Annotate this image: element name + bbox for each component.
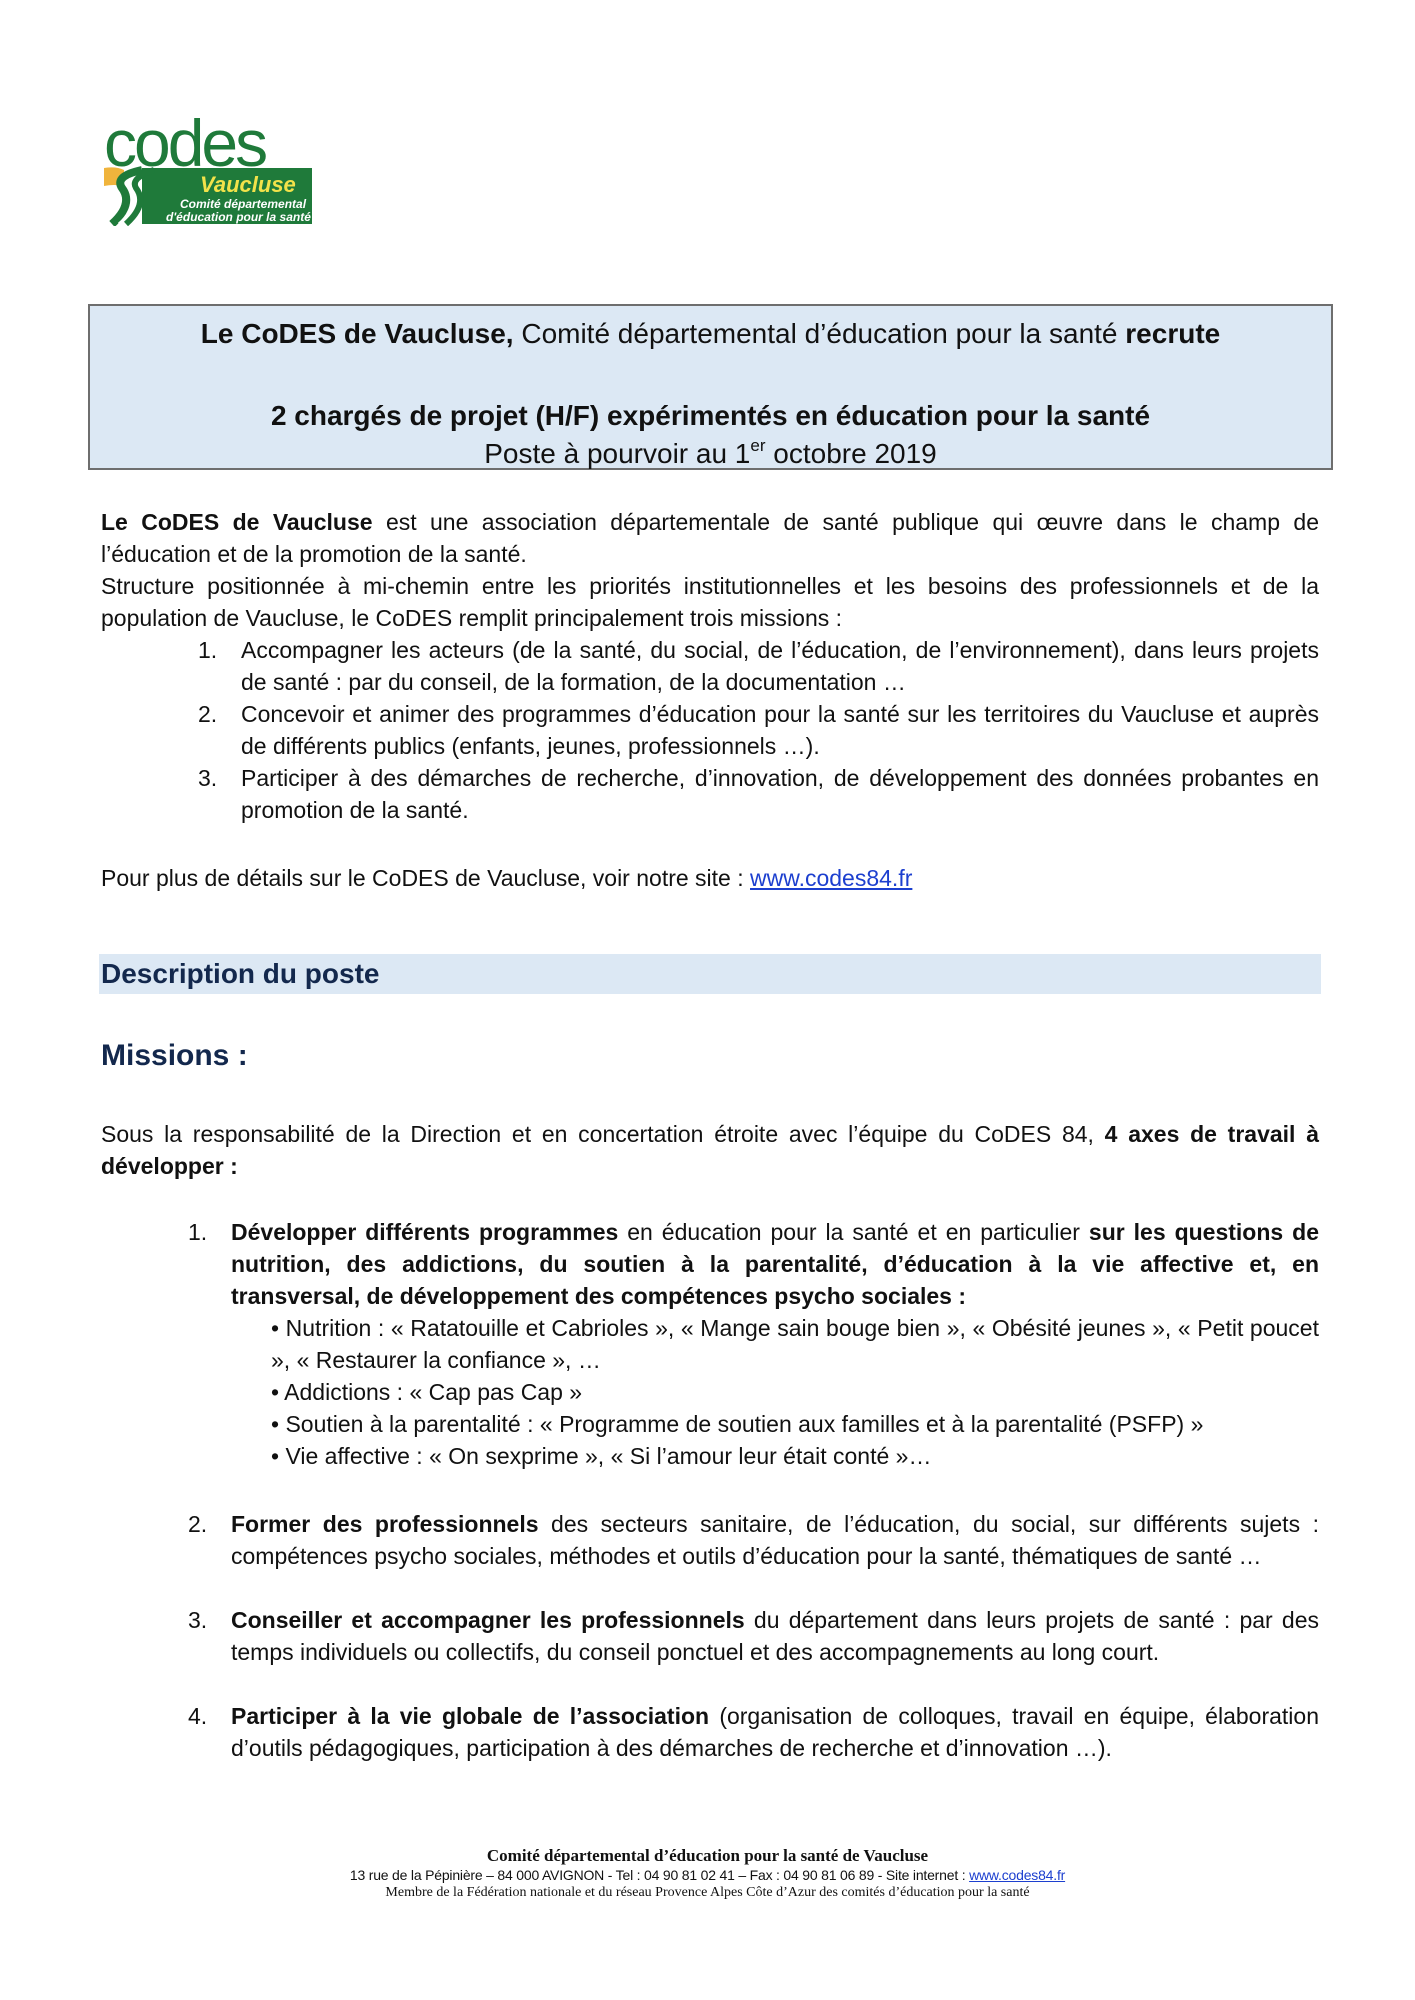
list-item: 3. Participer à des démarches de recherche, d’innovation, de développement des données probantes en promotion de la santé. <box>198 765 1319 823</box>
logo-graphic-icon <box>104 108 314 226</box>
list-item: 4. Participer à la vie globale de l’association (organisation de colloques, travail en équipe, élaboration d’outils pédagogiques, participation à des démarches de recherche et d’innovation …). <box>188 1703 1319 1761</box>
axes-intro: Sous la responsabilité de la Direction et en concertation étroite avec l’équipe du CoDES 84, 4 axes de travail à développer : <box>101 1121 1319 1179</box>
program-bullets <box>231 1312 1319 1472</box>
svg-text:Vaucluse: Vaucluse <box>200 172 296 197</box>
footer-title: Comité départemental d’éducation pour la santé de Vaucluse <box>486 1846 929 1865</box>
structure-paragraph: Structure positionnée à mi-chemin entre les priorités institutionnelles et les besoins des professionnels et de la population de Vaucluse, le CoDES remplit principalement trois missions : <box>101 573 1319 631</box>
bullet-vie-affective: • Vie affective : « On sexprime », « Si l’amour leur était conté »… <box>271 1443 932 1469</box>
svg-text:codes: codes <box>104 108 266 180</box>
website-link[interactable]: www.codes84.fr <box>750 865 913 891</box>
footer-address: 13 rue de la Pépinière – 84 000 AVIGNON - Tel : 04 90 81 02 41 – Fax : 04 90 81 06 89 - Site internet : www.codes84.fr <box>349 1867 1066 1883</box>
list-item: 1. Accompagner les acteurs (de la santé, du social, de l’éducation, de l’environnement), dans leurs projets de santé : par du conseil, de la formation, de la documentation … <box>198 637 1319 695</box>
more-details-line: Pour plus de détails sur le CoDES de Vaucluse, voir notre site : www.codes84.fr <box>101 865 913 891</box>
bullet-nutrition: • Nutrition : « Ratatouille et Cabrioles », « Mange sain bouge bien », « Obésité jeunes », « Petit poucet », « Restaurer la confiance », … <box>271 1315 1319 1373</box>
bullet-parentalite: • Soutien à la parentalité : « Programme de soutien aux familles et à la parentalité (PSFP) » <box>271 1411 1204 1437</box>
start-date: Poste à pourvoir au 1er octobre 2019 <box>484 436 937 469</box>
list-item: 2. Former des professionnels des secteurs sanitaire, de l’éducation, du social, sur différents sujets : compétences psycho sociales, méthodes et outils d’éducation pour la santé, thématiques de santé … <box>188 1511 1319 1569</box>
footer-membership: Membre de la Fédération nationale et du réseau Provence Alpes Côte d’Azur des comités d’éducation pour la santé <box>385 1885 1030 1900</box>
svg-text:d'éducation pour la santé: d'éducation pour la santé <box>166 210 311 224</box>
header-recruiter-line: Le CoDES de Vaucluse, Comité départemental d’éducation pour la santé recrute <box>200 318 1221 349</box>
axis-1 <box>188 1216 1319 1472</box>
section-title-description: Description du poste <box>101 958 380 989</box>
axis-3 <box>188 1604 1319 1668</box>
codes-vaucluse-logo <box>104 108 314 226</box>
list-item: 2. Concevoir et animer des programmes d’éducation pour la santé sur les territoires du Vaucluse et auprès de différents publics (enfants, jeunes, professionnels …). <box>198 701 1319 759</box>
axis-2 <box>188 1508 1319 1572</box>
list-item: 3. Conseiller et accompagner les professionnels du département dans leurs projets de santé : par des temps individuels ou collectifs, du conseil ponctuel et des accompagnements au long court. <box>188 1607 1319 1665</box>
job-title: 2 chargés de projet (H/F) expérimentés en éducation pour la santé <box>270 400 1151 431</box>
svg-text:Comité départemental: Comité départemental <box>180 197 307 211</box>
missions-title: Missions : <box>101 1039 248 1072</box>
list-item: 1. Développer différents programmes en éducation pour la santé et en particulier sur les questions de nutrition, des addictions, du soutien à la parentalité, d’éducation à la vie affective et, en transversal, de développement des compétences psycho sociales : • Nutrition : « Ratatouille et Cabrioles », « Mange sain bouge bien », « Obésité jeunes », « Petit poucet », « Restaurer la confiance », … • Addictions : « Cap pas Cap » • Soutien à la parentalité : « Programme de soutien aux familles et à la parentalité (PSFP) » • Vie affective : « On sexprime », « Si l’amour leur était conté »… <box>188 1216 1319 1472</box>
footer-website-link[interactable]: www.codes84.fr <box>969 1867 1066 1883</box>
page-footer <box>0 1846 1415 1902</box>
axis-4 <box>188 1700 1319 1764</box>
bullet-addictions: • Addictions : « Cap pas Cap » <box>271 1379 583 1405</box>
job-offer-header-box <box>88 304 1333 470</box>
intro-paragraph: Le CoDES de Vaucluse est une association départementale de santé publique qui œuvre dans le champ de l’éducation et de la promotion de la santé. <box>101 509 1319 567</box>
codes-missions-list <box>198 634 1319 826</box>
